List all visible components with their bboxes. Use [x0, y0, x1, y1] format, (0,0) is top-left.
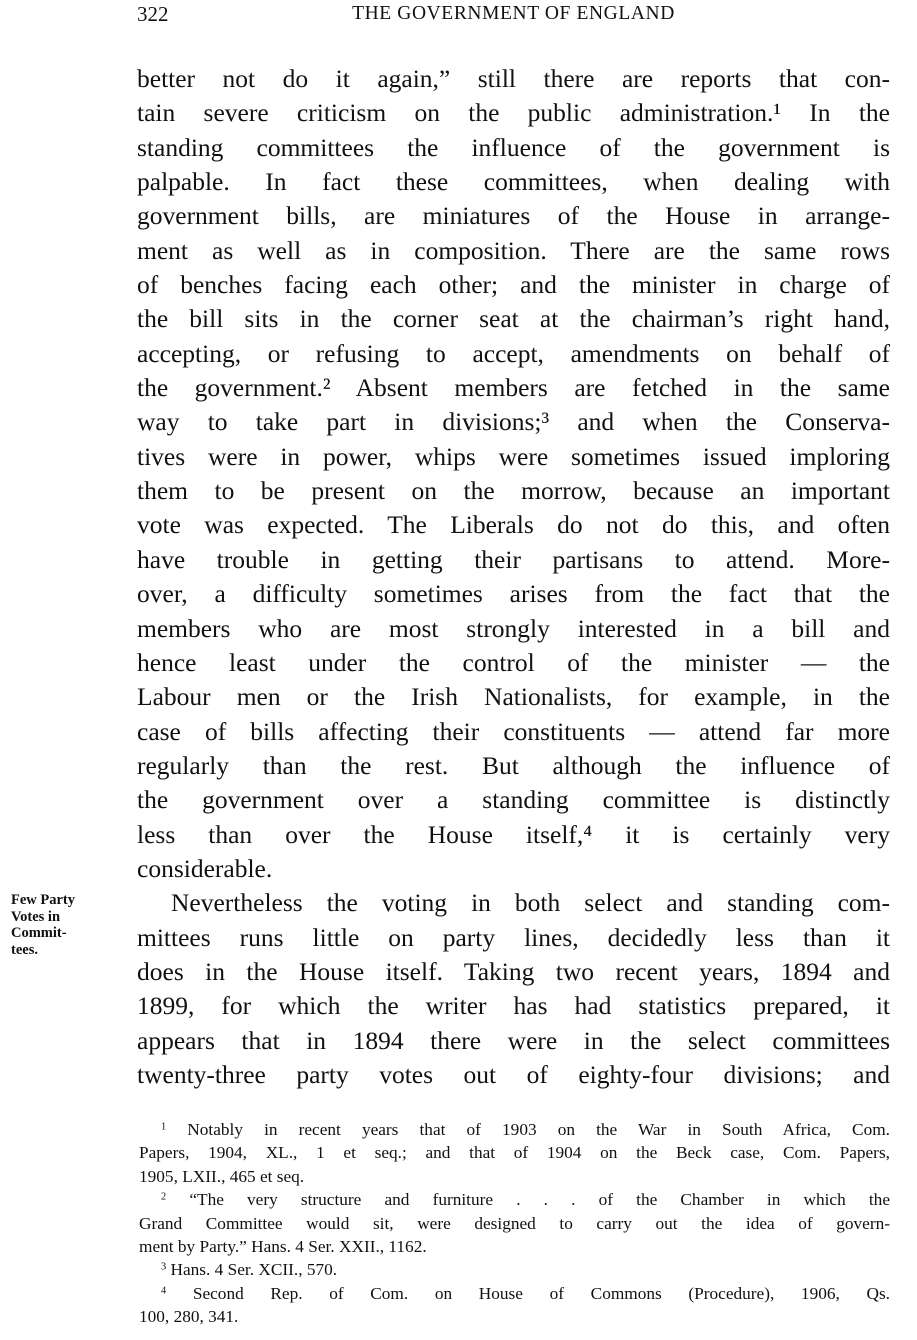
running-head — [137, 2, 890, 30]
body-line: 1899, for which the writer has had statistics prepared, it — [137, 991, 890, 1021]
body-line: tives were in power, whips were sometimes issued imploring — [137, 441, 890, 471]
footnote-marker: 2 — [161, 1191, 167, 1203]
body-line: way to take part in divisions;³ and when the Conserva- — [137, 407, 890, 437]
body-line: over, a difficulty sometimes arises from the fact that the — [137, 579, 890, 609]
margin-note-line: Commit- — [11, 925, 67, 941]
footnote-4 — [139, 1282, 890, 1305]
body-line: less than over the House itself,⁴ it is certainly very — [137, 819, 890, 849]
footnote-text: Second Rep. of Com. on House of Commons (Procedure), 1906, Qs. — [192, 1283, 890, 1303]
body-line: the government.² Absent members are fetched in the same — [137, 373, 890, 403]
body-line: does in the House itself. Taking two recent years, 1894 and — [137, 956, 890, 986]
body-line: considerable. — [137, 853, 273, 883]
body-line: have trouble in getting their partisans to attend. More- — [137, 544, 890, 574]
footnote-text: Hans. 4 Ser. XCII., 570. — [170, 1260, 338, 1280]
footnote-text: “The very structure and furniture . . . of the Chamber in which the — [189, 1190, 890, 1210]
footnote-line: Grand Committee would sit, were designed to carry out the idea of govern- — [139, 1213, 890, 1233]
body-line: regularly than the rest. But although the influence of — [137, 750, 890, 780]
body-line: mittees runs little on party lines, decidedly less than it — [137, 922, 890, 952]
body-line: ment as well as in composition. There are the same rows — [137, 235, 890, 265]
body-line: members who are most strongly interested in a bill and — [137, 613, 890, 643]
footnote-line: 100, 280, 341. — [139, 1307, 239, 1327]
footnote-1 — [139, 1118, 890, 1141]
body-line: palpable. In fact these committees, when dealing with — [137, 167, 890, 197]
running-title: THE GOVERNMENT OF ENGLAND — [352, 3, 675, 24]
footnote-3 — [139, 1258, 890, 1281]
margin-note — [11, 892, 121, 958]
footnote-marker: 1 — [161, 1121, 167, 1133]
margin-note-line: tees. — [11, 941, 38, 958]
footnote-line: ment by Party.” Hans. 4 Ser. XXII., 1162. — [139, 1236, 427, 1256]
body-line: better not do it again,” still there are reports that con- — [137, 64, 890, 93]
body-line: them to be present on the morrow, because an important — [137, 476, 890, 506]
body-line: accepting, or refusing to accept, amendments on behalf of — [137, 338, 890, 368]
footnote-line: Papers, 1904, XL., 1 et seq.; and that of 1904 on the Beck case, Com. Papers, — [139, 1143, 890, 1163]
margin-note-line: Few Party — [11, 892, 76, 908]
body-line: the bill sits in the corner seat at the chairman’s right hand, — [137, 304, 890, 334]
footnote-line: 1905, LXII., 465 et seq. — [139, 1166, 305, 1186]
body-line: the government over a standing committee is distinctly — [137, 785, 890, 815]
paragraph-start-line: Nevertheless the voting in both select and standing com- — [171, 888, 890, 918]
body-line: of benches facing each other; and the minister in charge of — [137, 270, 890, 300]
body-line: tain severe criticism on the public administration.¹ In the — [137, 98, 890, 128]
body-line: hence least under the control of the minister — the — [137, 647, 890, 677]
footnotes — [139, 1118, 890, 1329]
page-number: 322 — [137, 2, 169, 26]
body-line: Labour men or the Irish Nationalists, for example, in the — [137, 682, 890, 712]
footnote-marker: 4 — [161, 1285, 167, 1297]
body-text — [137, 62, 890, 1092]
footnote-marker: 3 — [161, 1261, 167, 1273]
body-line: government bills, are miniatures of the House in arrange- — [137, 201, 890, 231]
footnote-text: Notably in recent years that of 1903 on the War in South Africa, Com. — [187, 1120, 890, 1139]
margin-note-line: Votes in — [11, 908, 61, 925]
body-line: vote was expected. The Liberals do not do this, and often — [137, 510, 890, 540]
body-line: appears that in 1894 there were in the select committees — [137, 1025, 890, 1055]
footnote-2 — [139, 1188, 890, 1211]
body-line: case of bills affecting their constituents — attend far more — [137, 716, 890, 746]
body-line: standing committees the influence of the government is — [137, 132, 890, 162]
body-line: twenty-three party votes out of eighty-four divisions; and — [137, 1059, 890, 1089]
